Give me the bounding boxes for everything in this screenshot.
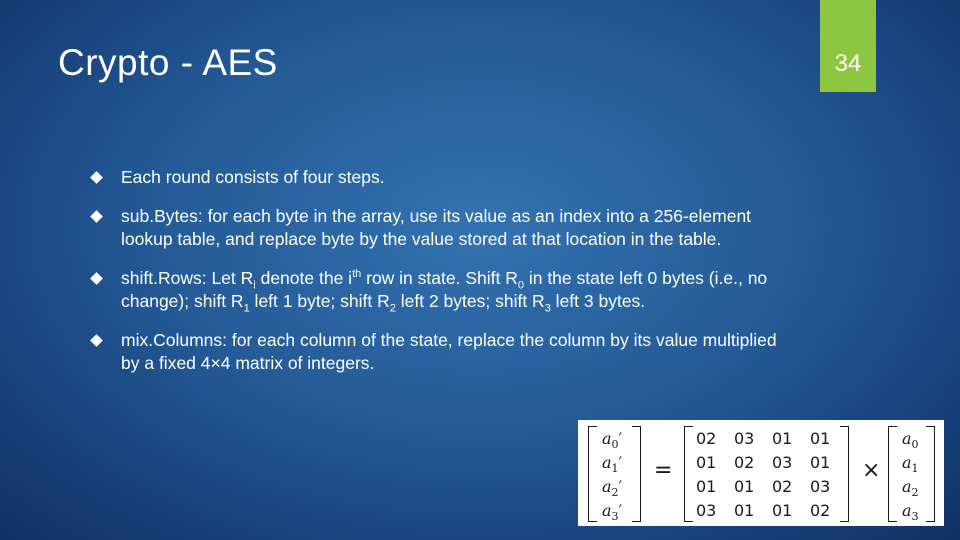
coefficient-matrix bbox=[696, 427, 848, 523]
bullet-list bbox=[90, 166, 790, 391]
matrix-cell: 01 bbox=[734, 501, 755, 520]
text-run: denote the i bbox=[255, 268, 353, 288]
text-run: shift.Rows: Let R bbox=[121, 268, 254, 288]
equals-sign: = bbox=[654, 458, 673, 483]
page-number-tab bbox=[820, 0, 876, 92]
input-element: $a_2$ bbox=[902, 477, 919, 500]
output-element: $a_0'$ bbox=[602, 429, 623, 452]
diamond-bullet-icon bbox=[90, 171, 103, 184]
subscript: 2 bbox=[389, 302, 396, 315]
matrix-cell: 02 bbox=[696, 429, 717, 448]
input-vector bbox=[902, 427, 919, 523]
subscript: 0 bbox=[517, 279, 524, 292]
diamond-bullet-icon bbox=[90, 210, 103, 223]
matrix-cell: 01 bbox=[734, 477, 755, 496]
text-run: left 1 byte; shift R bbox=[249, 291, 390, 311]
superscript: th bbox=[352, 268, 362, 281]
matrix-cell: 01 bbox=[696, 477, 717, 496]
bracket-left bbox=[888, 426, 897, 522]
matrix-row bbox=[696, 475, 848, 499]
matrix-cell: 03 bbox=[696, 501, 717, 520]
matrix-cell: 01 bbox=[810, 429, 831, 448]
matrix-row bbox=[696, 499, 848, 523]
diamond-bullet-icon bbox=[90, 272, 103, 285]
diamond-bullet-icon bbox=[90, 334, 103, 347]
bracket-left bbox=[588, 426, 597, 522]
page-number: 34 bbox=[834, 50, 862, 77]
matrix-cell: 01 bbox=[810, 453, 831, 472]
matrix-cell: 02 bbox=[810, 501, 831, 520]
bullet-text: sub.Bytes: for each byte in the array, use its value as an index into a 256-element lookup table, and replace byte by the value stored at that location in the table. bbox=[121, 206, 752, 249]
matrix-cell: 01 bbox=[772, 429, 793, 448]
output-element: $a_3'$ bbox=[602, 501, 623, 524]
matrix-cell: 03 bbox=[772, 453, 793, 472]
list-item bbox=[90, 329, 790, 375]
text-run: left 3 bytes. bbox=[550, 291, 646, 311]
subscript: 1 bbox=[243, 302, 250, 315]
bullet-text: mix.Columns: for each column of the state, replace the column by its value multiplied by a fixed 4×4 matrix of integers. bbox=[121, 330, 777, 373]
bullet-text: Each round consists of four steps. bbox=[121, 167, 385, 187]
subscript: i bbox=[253, 279, 256, 292]
text-run: in the state left 0 bytes (i.e., no change); shift R bbox=[121, 268, 768, 311]
bullet-text bbox=[121, 268, 768, 315]
input-element: $a_3$ bbox=[902, 501, 919, 524]
input-element: $a_0$ bbox=[902, 429, 919, 452]
list-item bbox=[90, 205, 790, 251]
bracket-left bbox=[684, 426, 693, 522]
matrix-cell: 01 bbox=[772, 501, 793, 520]
matrix-cell: 03 bbox=[734, 429, 755, 448]
matrix-cell: 02 bbox=[734, 453, 755, 472]
mix-columns-equation bbox=[578, 420, 944, 526]
bracket-right bbox=[840, 426, 849, 522]
slide-title: Crypto - AES bbox=[58, 42, 278, 83]
output-element: $a_2'$ bbox=[602, 477, 623, 500]
matrix-row bbox=[696, 427, 848, 451]
matrix-row bbox=[696, 451, 848, 475]
matrix-cell: 03 bbox=[810, 477, 831, 496]
matrix-cell: 01 bbox=[696, 453, 717, 472]
output-vector bbox=[602, 427, 622, 523]
matrix-cell: 02 bbox=[772, 477, 793, 496]
output-element: $a_1'$ bbox=[602, 453, 623, 476]
list-item bbox=[90, 267, 790, 313]
times-sign: × bbox=[862, 458, 881, 483]
text-run: row in state. Shift R bbox=[361, 268, 518, 288]
bracket-right bbox=[632, 426, 641, 522]
subscript: 3 bbox=[544, 302, 551, 315]
input-element: $a_1$ bbox=[902, 453, 919, 476]
list-item bbox=[90, 166, 790, 189]
bracket-right bbox=[926, 426, 935, 522]
text-run: left 2 bytes; shift R bbox=[395, 291, 545, 311]
